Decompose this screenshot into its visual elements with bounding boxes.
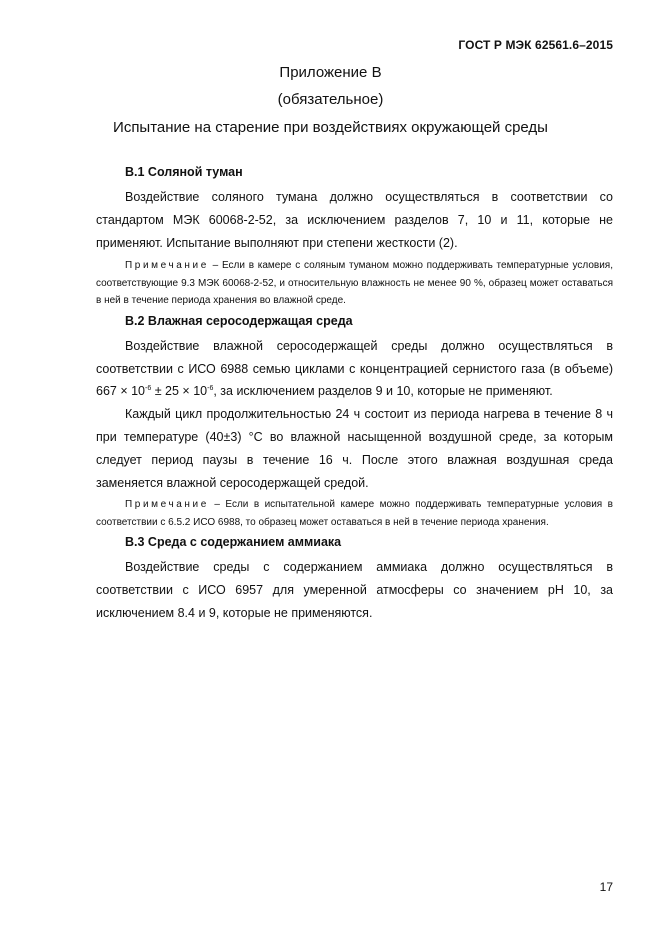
section-heading-b3: В.3 Среда с содержанием аммиака — [125, 535, 342, 550]
appendix-body — [96, 163, 613, 625]
page-number: 17 — [599, 880, 613, 894]
text-run: Воздействие влажной серосодержащей среды должно осуществляться в соответствии с ИСО 6988 семью циклами с концентрацией сернистого газа (в объеме) 667 × 10 — [96, 338, 613, 399]
section-b1-paragraph: Воздействие соляного тумана должно осуществляться в соответствии со стандартом МЭК 60068-2-52, за исключением разделов 7, 10 и 11, которые не применяют. Испытание выполняют при степени жесткости (2). — [96, 190, 613, 250]
note-text: – Если в испытательной камере можно поддерживать температурные условия в соответствии с 6.5.2 ИСО 6988, то образец может оставаться в ней в течение периода хранения. — [96, 499, 613, 528]
note-text: – Если в камере с соляным туманом можно поддерживать температурные условия, соответствующие 9.3 МЭК 60068-2-52, и относительную влажность не менее 90 %, образец может оставаться в ней в течение периода хранения во влажной среде. — [96, 260, 613, 307]
section-b3-paragraph: Воздействие среды с содержанием аммиака должно осуществляться в соответствии с ИСО 6957 для умеренной атмосферы со значением рН 10, за исключением 8.4 и 9, которые не применяются. — [96, 560, 613, 621]
superscript: -6 — [207, 385, 214, 393]
note-label: Примечание — [125, 499, 209, 511]
appendix-title: Приложение В — [279, 64, 382, 81]
section-heading-b1: В.1 Соляной туман — [125, 165, 243, 179]
section-heading-b2: В.2 Влажная серосодержащая среда — [125, 313, 353, 328]
text-run: ± 25 × 10 — [151, 384, 208, 399]
section-b2-paragraph-1 — [96, 335, 613, 403]
appendix-subject: Испытание на старение при воздействиях окружающей среды — [113, 119, 548, 136]
appendix-status: (обязательное) — [277, 91, 384, 108]
section-b2-note — [96, 496, 613, 531]
section-b2-paragraph-2: Каждый цикл продолжительностью 24 ч состоит из периода нагрева в течение 8 ч при температуре (40±3) °С во влажной насыщенной воздушной среде, за которым следует период паузы в течение 16 ч. После этого влажная воздушная среда заменяется влажной серосодержащей средой. — [96, 407, 613, 490]
note-label: Примечание — [125, 260, 209, 272]
section-b1-note — [96, 257, 613, 310]
text-run: , за исключением разделов 9 и 10, которые не применяют. — [213, 384, 553, 399]
superscript: -6 — [145, 385, 152, 393]
document-code: ГОСТ Р МЭК 62561.6–2015 — [458, 38, 613, 52]
